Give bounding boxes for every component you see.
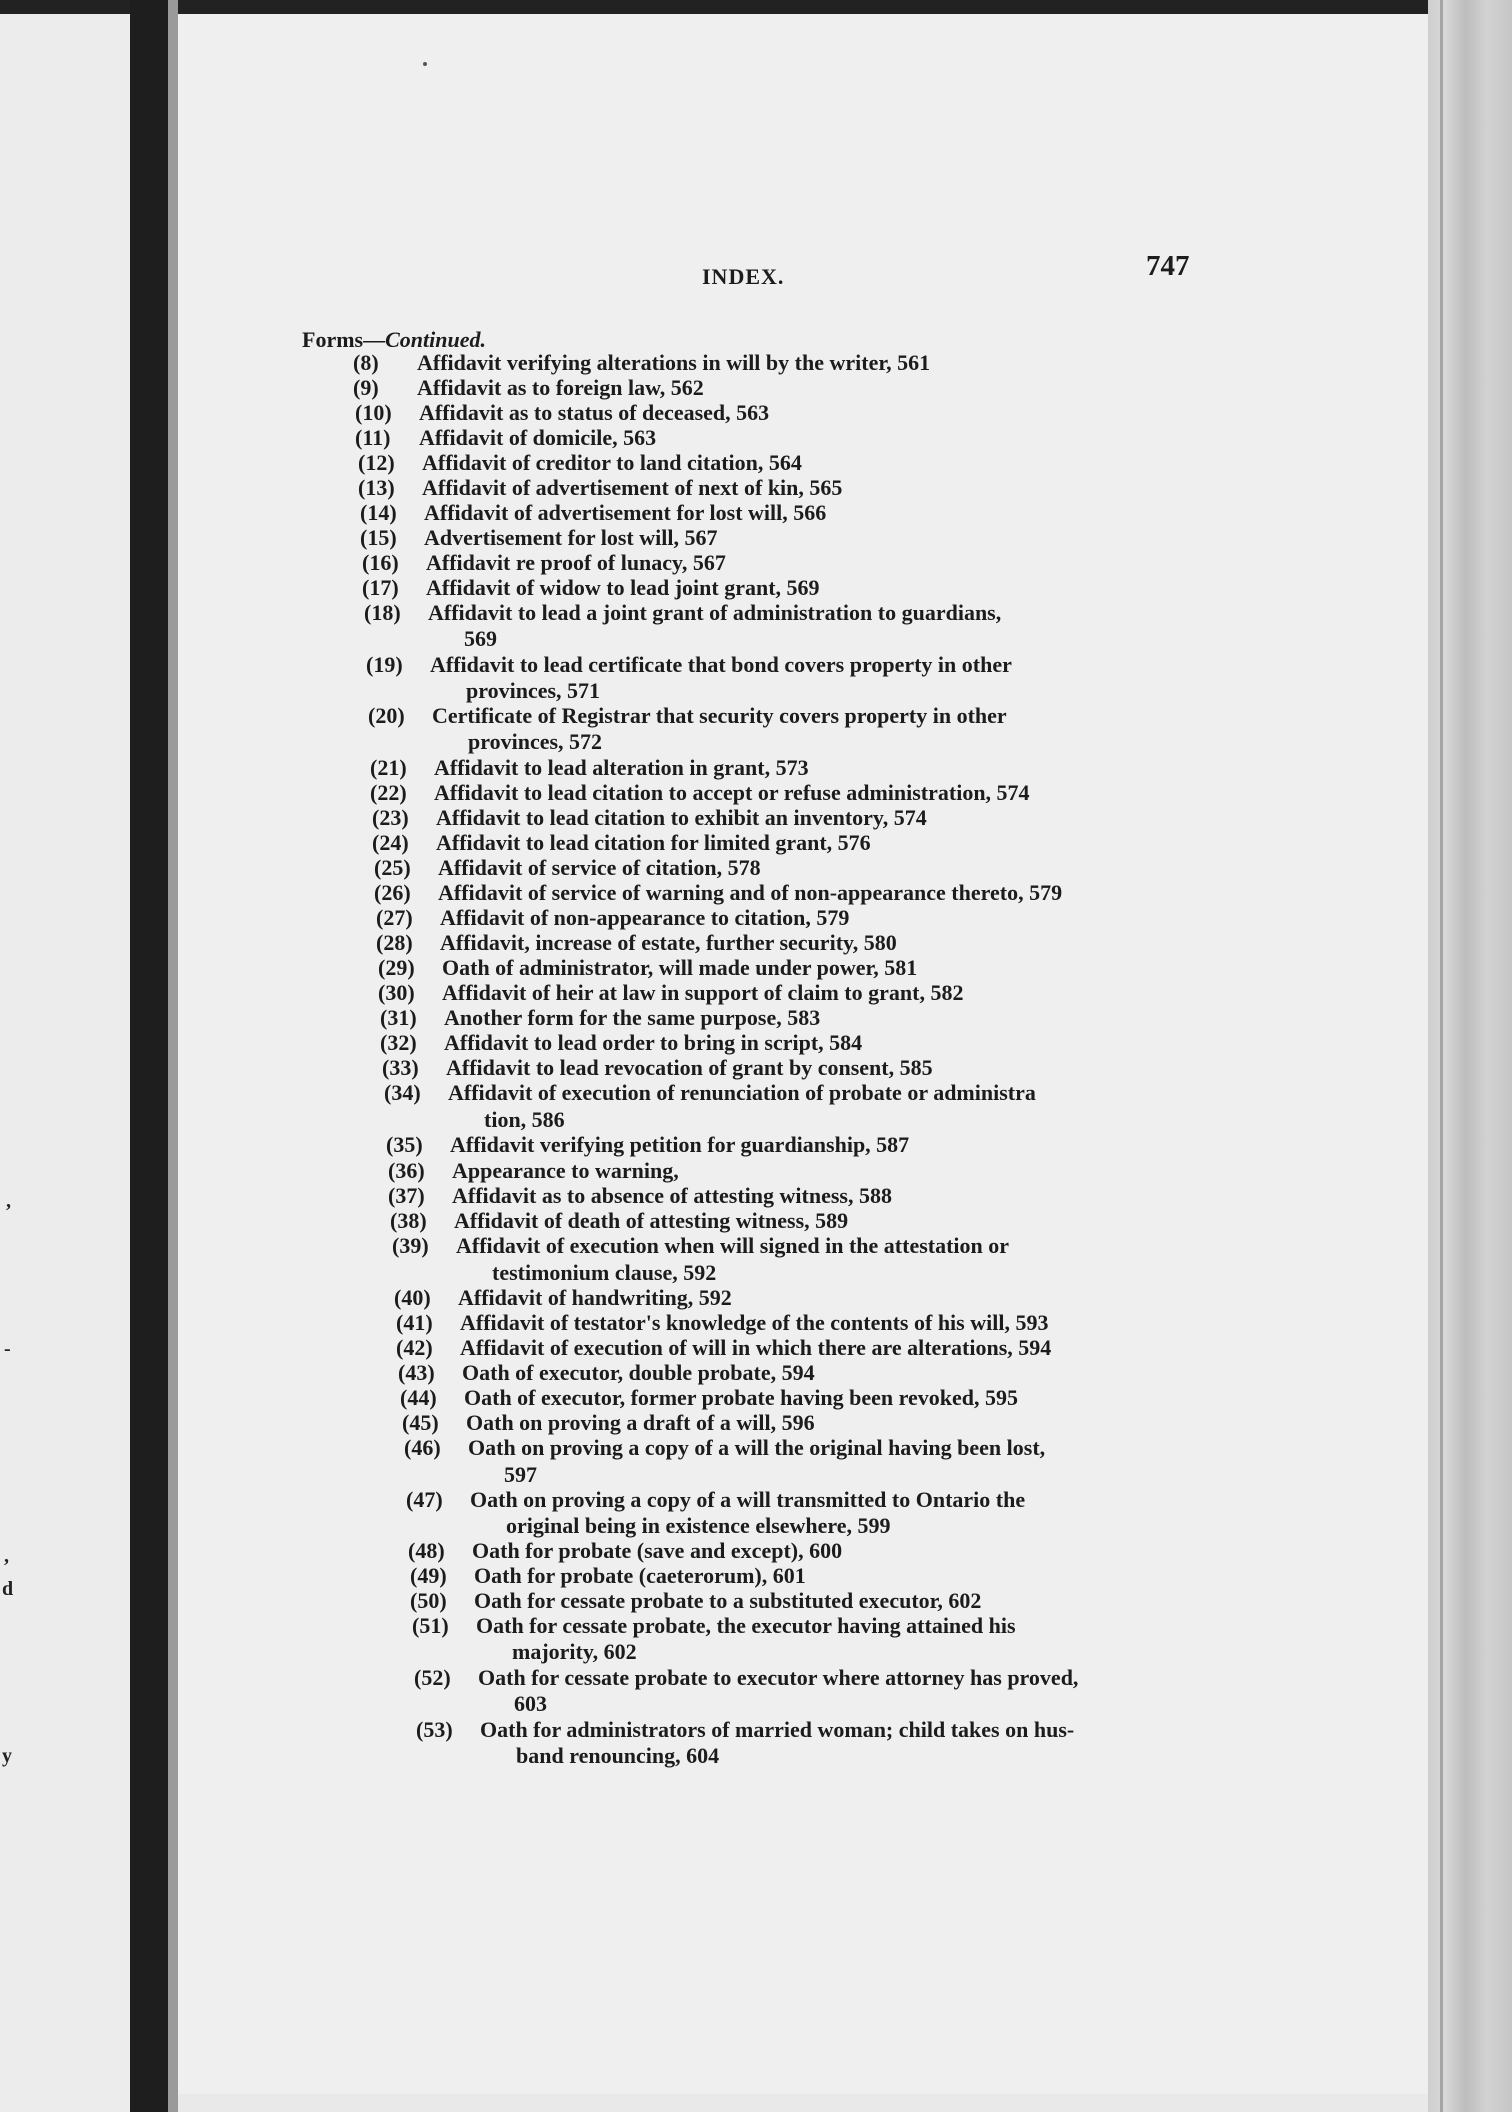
entry-number: (25) (374, 855, 411, 880)
entry-number: (11) (355, 425, 391, 450)
entry-number: (27) (376, 905, 413, 930)
entry-number: (43) (398, 1360, 435, 1385)
entry-text: Oath for administrators of married woman; child takes on hus- (480, 1717, 1075, 1742)
index-entry (402, 1410, 1262, 1435)
entry-number: (48) (408, 1538, 445, 1563)
entry-number: (26) (374, 880, 411, 905)
entry-number: (35) (386, 1132, 423, 1157)
entry-text: Affidavit to lead alteration in grant, 573 (434, 755, 809, 780)
entry-text: Oath of executor, double probate, 594 (462, 1360, 815, 1385)
index-entry (368, 703, 1228, 728)
entry-number: (41) (396, 1310, 433, 1335)
entry-text: Affidavit of execution when will signed in the attestation or (456, 1233, 1010, 1258)
entry-number: (31) (380, 1005, 417, 1030)
entry-text: Advertisement for lost will, 567 (424, 525, 718, 550)
index-entry (396, 1335, 1256, 1360)
entry-text: Affidavit of advertisement for lost will, 566 (424, 500, 827, 525)
entry-number: (39) (392, 1233, 429, 1258)
entry-text: Affidavit of execution of renunciation of probate or administra (448, 1080, 1036, 1105)
entry-text: Affidavit, increase of estate, further security, 580 (440, 930, 897, 955)
index-entry (400, 1385, 1260, 1410)
entry-text: Affidavit as to absence of attesting witness, 588 (452, 1183, 892, 1208)
entry-number: (36) (388, 1158, 425, 1183)
margin-mark: , (4, 1545, 9, 1567)
index-entry (370, 780, 1230, 805)
entry-text: Affidavit of handwriting, 592 (458, 1285, 732, 1310)
entry-number: (24) (372, 830, 409, 855)
entry-text: Affidavit of widow to lead joint grant, 569 (426, 575, 820, 600)
entry-text: Affidavit verifying petition for guardianship, 587 (450, 1132, 910, 1157)
entry-text: Oath for probate (caeterorum), 601 (474, 1563, 806, 1588)
index-entry (378, 980, 1238, 1005)
index-entry (408, 1538, 1268, 1563)
entry-number: (19) (366, 652, 403, 677)
index-entry (376, 905, 1236, 930)
index-entry (372, 830, 1232, 855)
entry-text: Affidavit of execution of will in which there are alterations, 594 (460, 1335, 1052, 1360)
entry-text: Affidavit to lead certificate that bond covers property in other (430, 652, 1012, 677)
margin-mark: , (6, 1190, 11, 1212)
entry-text: Oath for cessate probate, the executor having attained his (476, 1613, 1016, 1638)
entry-text: Affidavit of testator's knowledge of the contents of his will, 593 (460, 1310, 1049, 1335)
entry-text: Affidavit of service of warning and of non-appearance thereto, 579 (438, 880, 1063, 905)
entry-number: (13) (358, 475, 395, 500)
entry-text: Oath on proving a draft of a will, 596 (466, 1410, 815, 1435)
index-entry (353, 375, 1213, 400)
entry-continuation: testimonium clause, 592 (492, 1260, 717, 1285)
running-head: INDEX. (702, 264, 785, 289)
entry-text: Affidavit to lead a joint grant of administration to guardians, (428, 600, 1002, 625)
entry-text: Oath for cessate probate to executor where attorney has proved, (478, 1665, 1079, 1690)
index-entry (406, 1487, 1266, 1512)
entry-text: Affidavit of creditor to land citation, 564 (422, 450, 802, 475)
index-entry (380, 1030, 1240, 1055)
entry-number: (29) (378, 955, 415, 980)
entry-number: (42) (396, 1335, 433, 1360)
entry-number: (22) (370, 780, 407, 805)
entry-number: (53) (416, 1717, 453, 1742)
margin-mark: - (4, 1338, 11, 1360)
entry-continuation: provinces, 571 (466, 678, 601, 703)
entry-number: (23) (372, 805, 409, 830)
entry-continuation: band renouncing, 604 (516, 1743, 720, 1768)
index-entry (374, 880, 1234, 905)
entry-text: Affidavit of service of citation, 578 (438, 855, 761, 880)
entry-text: Affidavit as to status of deceased, 563 (419, 400, 770, 425)
entry-continuation: majority, 602 (512, 1639, 637, 1664)
entry-text: Affidavit to lead citation to accept or refuse administration, 574 (434, 780, 1030, 805)
entry-continuation: tion, 586 (484, 1107, 565, 1132)
entry-text: Certificate of Registrar that security covers property in other (432, 703, 1007, 728)
index-entry (355, 425, 1215, 450)
index-entry (416, 1717, 1276, 1742)
index-entry (355, 400, 1215, 425)
entry-number: (15) (360, 525, 397, 550)
entry-number: (8) (353, 350, 379, 375)
index-entry (360, 525, 1220, 550)
entry-number: (40) (394, 1285, 431, 1310)
entry-number: (10) (355, 400, 392, 425)
page-number: 747 (1146, 250, 1190, 282)
index-entry (404, 1435, 1264, 1460)
entry-number: (51) (412, 1613, 449, 1638)
index-entry (353, 350, 1213, 375)
index-entry (376, 930, 1236, 955)
entry-text: Oath for probate (save and except), 600 (472, 1538, 843, 1563)
entry-text: Affidavit to lead citation for limited grant, 576 (436, 830, 871, 855)
entry-number: (32) (380, 1030, 417, 1055)
index-entry (374, 855, 1234, 880)
index-entry (384, 1080, 1244, 1105)
entry-continuation: 569 (464, 626, 497, 651)
entry-text: Oath on proving a copy of a will transmitted to Ontario the (470, 1487, 1026, 1512)
index-entry (380, 1005, 1240, 1030)
margin-mark: d (2, 1578, 14, 1600)
index-entry (410, 1563, 1270, 1588)
entry-number: (50) (410, 1588, 447, 1613)
index-entry (388, 1183, 1248, 1208)
entry-text: Affidavit to lead citation to exhibit an inventory, 574 (436, 805, 927, 830)
entry-number: (21) (370, 755, 407, 780)
index-entry (360, 500, 1220, 525)
entry-text: Another form for the same purpose, 583 (444, 1005, 821, 1030)
entry-number: (46) (404, 1435, 441, 1460)
entry-number: (52) (414, 1665, 451, 1690)
entry-number: (9) (353, 375, 379, 400)
index-entry (362, 575, 1222, 600)
index-entry (358, 450, 1218, 475)
entry-text: Affidavit of non-appearance to citation, 579 (440, 905, 850, 930)
entry-text: Oath on proving a copy of a will the original having been lost, (468, 1435, 1046, 1460)
index-entry (394, 1285, 1254, 1310)
entry-number: (30) (378, 980, 415, 1005)
entry-text: Oath of executor, former probate having been revoked, 595 (464, 1385, 1019, 1410)
entry-number: (14) (360, 500, 397, 525)
entry-text: Affidavit of domicile, 563 (419, 425, 657, 450)
entry-text: Affidavit re proof of lunacy, 567 (426, 550, 726, 575)
section-heading-continued: Continued. (385, 327, 486, 352)
entry-continuation: 603 (514, 1691, 547, 1716)
index-entry (388, 1158, 1248, 1183)
entry-text: Affidavit verifying alterations in will by the writer, 561 (417, 350, 931, 375)
index-entry (410, 1588, 1270, 1613)
entry-continuation: 597 (504, 1462, 537, 1487)
entry-number: (45) (402, 1410, 439, 1435)
index-entry (398, 1360, 1258, 1385)
index-entry (392, 1233, 1252, 1258)
entry-text: Affidavit as to foreign law, 562 (417, 375, 704, 400)
entry-text: Affidavit of heir at law in support of claim to grant, 582 (442, 980, 964, 1005)
index-entry (372, 805, 1232, 830)
entry-number: (37) (388, 1183, 425, 1208)
index-entry (358, 475, 1218, 500)
index-entry (378, 955, 1238, 980)
entry-text: Affidavit to lead revocation of grant by consent, 585 (446, 1055, 933, 1080)
entry-number: (16) (362, 550, 399, 575)
index-entry (390, 1208, 1250, 1233)
index-entry (362, 550, 1222, 575)
entry-text: Appearance to warning, (452, 1158, 679, 1183)
entry-number: (28) (376, 930, 413, 955)
index-entry (366, 652, 1226, 677)
entry-number: (38) (390, 1208, 427, 1233)
index-entry (382, 1055, 1242, 1080)
entry-continuation: provinces, 572 (468, 729, 603, 754)
index-entry (412, 1613, 1272, 1638)
entry-text: Affidavit of death of attesting witness, 589 (454, 1208, 849, 1233)
index-entry (386, 1132, 1246, 1157)
index-entry (414, 1665, 1274, 1690)
entry-continuation: original being in existence elsewhere, 599 (506, 1513, 891, 1538)
index-entry (396, 1310, 1256, 1335)
entry-number: (44) (400, 1385, 437, 1410)
entry-number: (20) (368, 703, 405, 728)
entry-number: (17) (362, 575, 399, 600)
entry-number: (33) (382, 1055, 419, 1080)
margin-mark: y (2, 1745, 12, 1767)
entry-number: (49) (410, 1563, 447, 1588)
entry-number: (12) (358, 450, 395, 475)
entry-text: Oath of administrator, will made under power, 581 (442, 955, 918, 980)
entry-number: (47) (406, 1487, 443, 1512)
entry-number: (34) (384, 1080, 421, 1105)
entry-text: Oath for cessate probate to a substituted executor, 602 (474, 1588, 982, 1613)
entry-text: Affidavit of advertisement of next of kin, 565 (422, 475, 843, 500)
entry-text: Affidavit to lead order to bring in script, 584 (444, 1030, 863, 1055)
section-heading-text: Forms— (302, 327, 386, 352)
entry-number: (18) (364, 600, 401, 625)
index-entry (370, 755, 1230, 780)
index-entry (364, 600, 1224, 625)
